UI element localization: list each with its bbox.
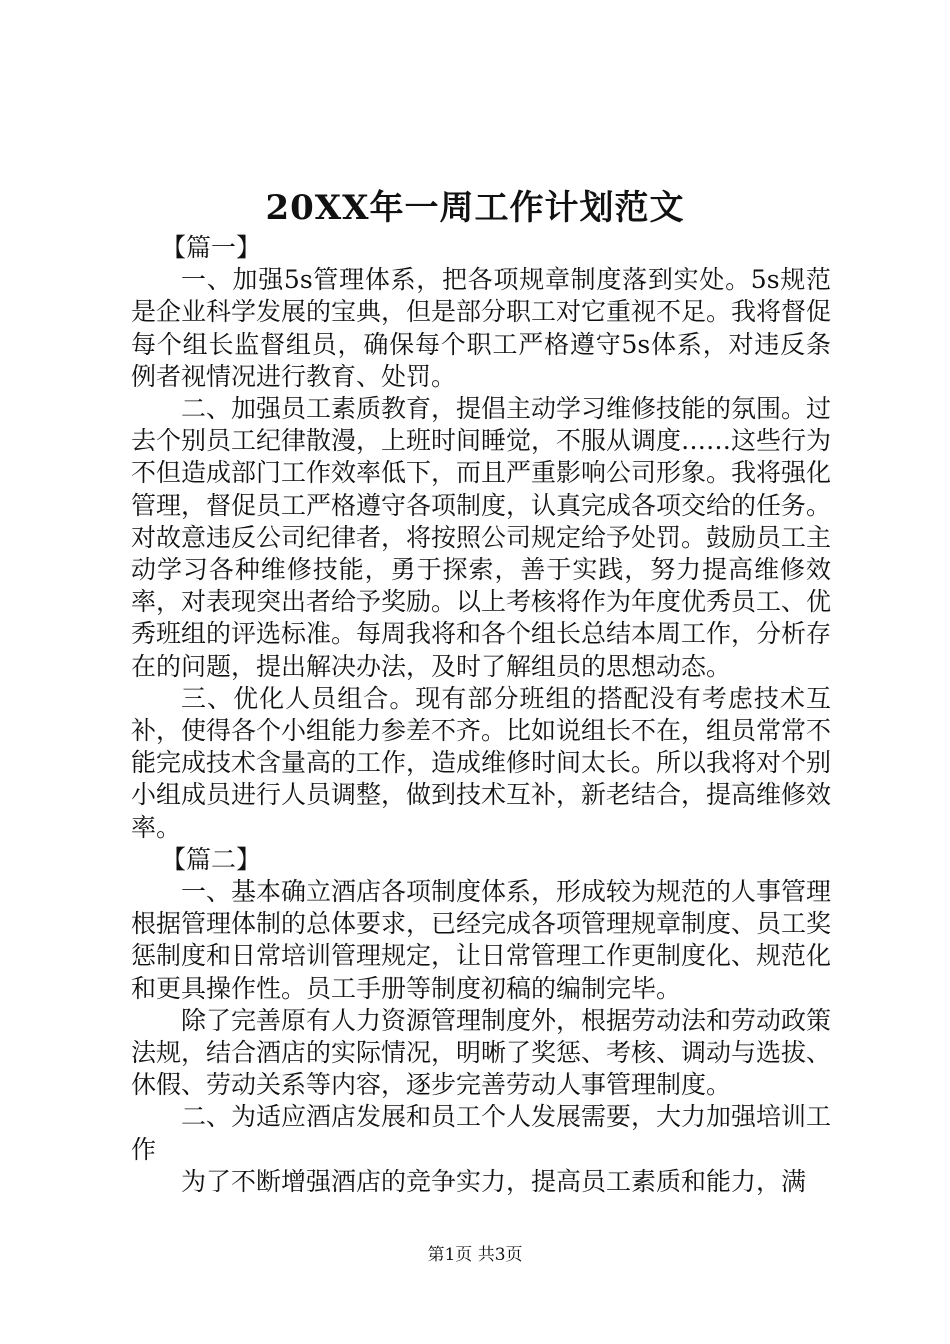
paragraph: 为了不断增强酒店的竞争实力，提高员工素质和能力，满 — [181, 1166, 807, 1196]
paragraph: 除了完善原有人力资源管理制度外，根据劳动法和劳动政策法规，结合酒店的实际情况，明晰了奖惩、考核、调动与选拔、休假、劳动关系等内容，逐步完善劳动人事管理制度。 — [131, 1005, 832, 1100]
paragraph: 三、优化人员组合。现有部分班组的搭配没有考虑技术互补，使得各个小组能力参差不齐。比如说组长不在，组员常常不能完成技术含量高的工作，造成维修时间太长。所以我将对个别小组成员进行人员调整，做到技术互补，新老结合，提高维修效率。 — [131, 683, 832, 842]
section-heading: 【篇一】 — [161, 233, 262, 262]
paragraph: 二、加强员工素质教育，提倡主动学习维修技能的氛围。过去个别员工纪律散漫，上班时间睡觉，不服从调度……这些行为不但造成部门工作效率低下，而且严重影响公司形象。我将强化管理，督促员工严格遵守各项制度，认真完成各项交给的任务。对故意违反公司纪律者，将按照公司规定给予处罚。鼓励员工主动学习各种维修技能，勇于探索，善于实践，努力提高维修效率，对表现突出者给予奖励。以上考核将作为年度优秀员工、优秀班组的评选标准。每周我将和各个组长总结本周工作，分析存在的问题，提出解决办法，及时了解组员的思想动态。 — [131, 394, 832, 681]
document-body — [131, 232, 831, 1198]
document-title: 20XX年一周工作计划范文 — [265, 188, 685, 228]
paragraph: 一、加强5s管理体系，把各项规章制度落到实处。5s规范是企业科学发展的宝典，但是部分职工对它重视不足。我将督促每个组长监督组员，确保每个职工严格遵守5s体系，对违反条例者视情况进行教育、处罚。 — [131, 265, 832, 391]
page-footer: 第1页 共3页 — [427, 1245, 523, 1265]
paragraph: 二、为适应酒店发展和员工个人发展需要，大力加强培训工作 — [131, 1102, 832, 1164]
section-heading: 【篇二】 — [161, 844, 262, 874]
paragraph: 一、基本确立酒店各项制度体系，形成较为规范的人事管理根据管理体制的总体要求，已经完成各项管理规章制度、员工奖惩制度和日常培训管理规定，让日常管理工作更制度化、规范化和更具操作性。员工手册等制度初稿的编制完毕。 — [131, 877, 832, 1003]
